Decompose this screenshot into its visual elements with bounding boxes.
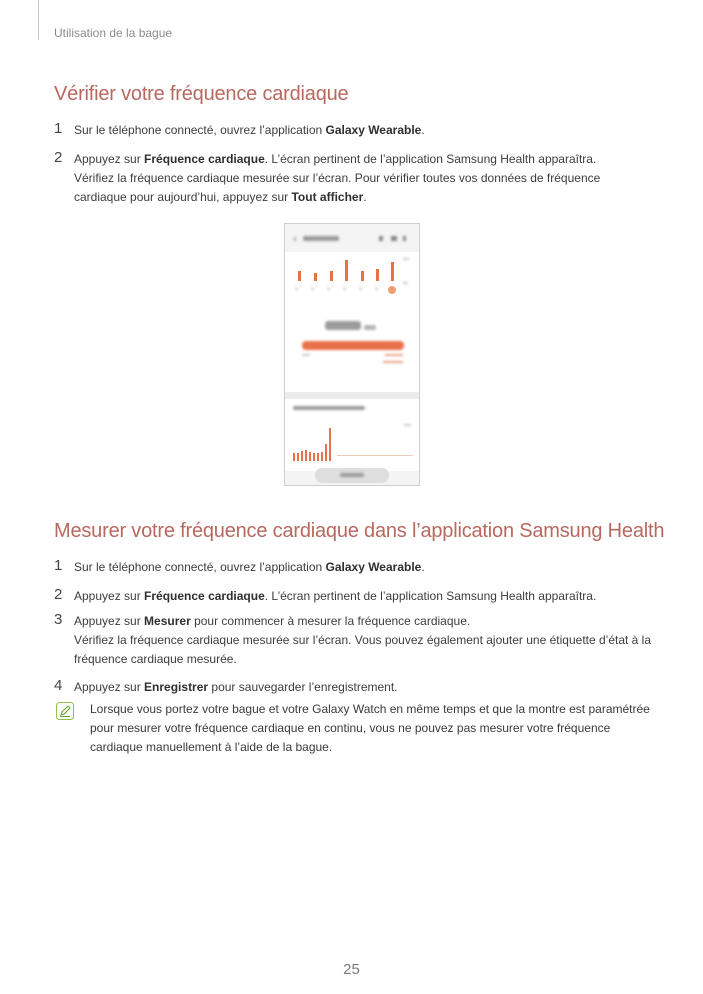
running-header: Utilisation de la bague: [54, 26, 173, 40]
menu-heart-rate: Fréquence cardiaque: [144, 589, 265, 603]
section1-title: Vérifier votre fréquence cardiaque: [54, 83, 349, 105]
app-name: Galaxy Wearable: [325, 123, 422, 137]
section2-step-3: 3 Appuyez sur Mesurer pour commencer à mesurer la fréquence cardiaque. Vérifiez la fréquence cardiaque mesurée sur l’écran. Vous pouvez également ajouter une étiquette d’état à la fréquence cardiaque mesurée.: [54, 611, 652, 666]
note-text: Lorsque vous portez votre bague et votre Galaxy Watch en même temps et que la montre est paramétrée pour mesurer votre fréquence cardiaque en continu, vous ne pouvez pas mesurer votre fréquence cardiaque manuellement à l’aide de la bague.: [90, 702, 650, 754]
note-block: [54, 700, 654, 757]
header-rule: [38, 0, 39, 40]
section1-step-1: 1 Sur le téléphone connecté, ouvrez l’application Galaxy Wearable.: [54, 120, 425, 137]
section2-title: Mesurer votre fréquence cardiaque dans l’application Samsung Health: [54, 520, 665, 542]
app-name: Galaxy Wearable: [325, 560, 422, 574]
phone-screenshot: [284, 223, 420, 486]
save-label: Enregistrer: [144, 680, 209, 694]
page-number: 25: [343, 961, 360, 978]
section2-step-2: 2 Appuyez sur Fréquence cardiaque. L’écran pertinent de l’application Samsung Health apparaîtra.: [54, 586, 597, 603]
step-number: 1: [54, 120, 63, 137]
step-number: 2: [54, 149, 63, 166]
section2-step-4: 4 Appuyez sur Enregistrer pour sauvegarder l’enregistrement.: [54, 677, 398, 694]
note-pencil-icon: [56, 702, 74, 720]
menu-heart-rate: Fréquence cardiaque: [144, 152, 265, 166]
phone-illustration: [285, 224, 419, 485]
measure-label: Mesurer: [144, 614, 191, 628]
section2-step-1: 1 Sur le téléphone connecté, ouvrez l’application Galaxy Wearable.: [54, 557, 425, 574]
step-number: 3: [54, 611, 63, 628]
step-number: 2: [54, 586, 63, 603]
view-all-label: Tout afficher: [291, 190, 364, 204]
gauge-bar: [302, 341, 404, 350]
step-number: 4: [54, 677, 63, 694]
step-number: 1: [54, 557, 63, 574]
svg-text:‹: ‹: [293, 234, 297, 245]
section1-step-2: 2 Appuyez sur Fréquence cardiaque. L’écran pertinent de l’application Samsung Health apparaîtra. Vérifiez la fréquence cardiaque mesurée sur l’écran. Pour vérifier toutes vos données de fréquence cardiaque pour aujourd’hui, appuyez sur Tout afficher.: [54, 149, 601, 204]
